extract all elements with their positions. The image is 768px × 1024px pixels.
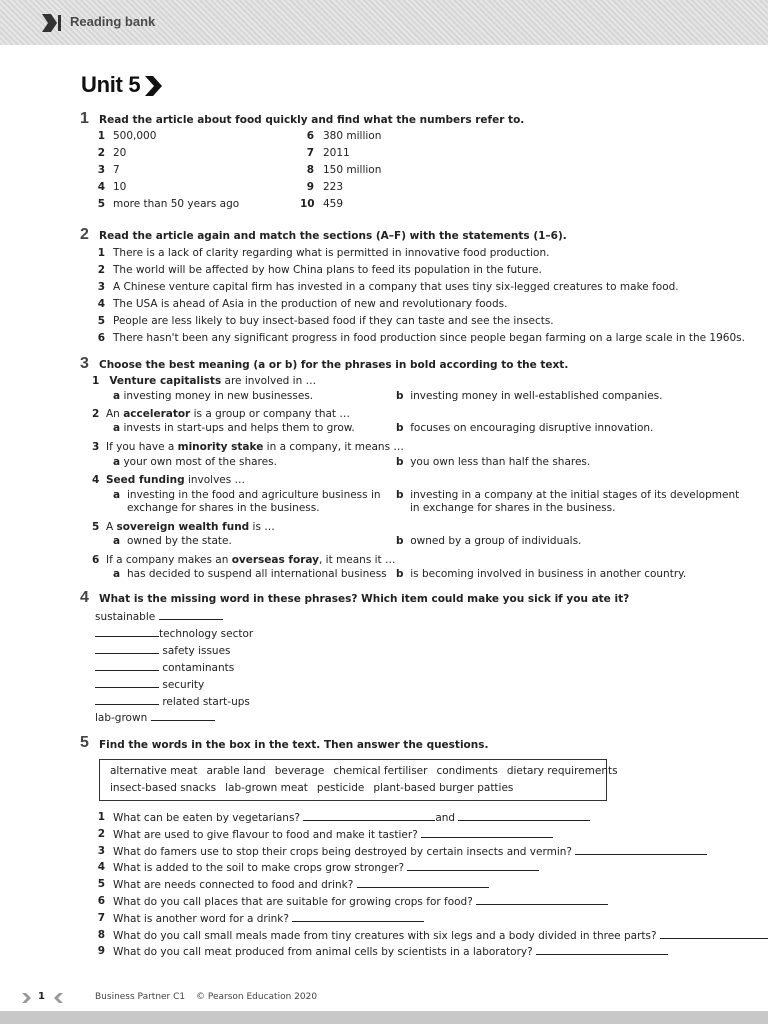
question-row [113,878,489,891]
chevron-right-icon [22,993,32,1003]
answer-blank[interactable] [303,811,435,821]
statement-text: A Chinese venture capital firm has invested in a company that uses tiny six-legged creatures to make food. [113,281,679,293]
item-number: 7 [306,147,314,159]
ex3-question-6: 6 If a company makes an overseas foray, it means it … [92,554,396,566]
ex3-question-2: 2 An accelerator is a group or company that … [92,408,350,420]
item-text: 7 [113,164,120,176]
item-number: 5 [97,315,105,327]
ex3-q5-option-a: a owned by the state. [113,535,232,547]
ex4-phrase-1: sustainable [95,610,223,623]
exercise-5-number: 5 [80,734,89,751]
exercise-1-instruction: Read the article about food quickly and find what the numbers refer to. [99,114,525,126]
question-number: 6 [97,895,105,907]
word-box-term: condiments [436,765,498,777]
question-number: 7 [97,911,105,924]
ex4-phrase-5: security [95,678,204,691]
word-box-term: beverage [274,765,325,777]
item-number: 2 [97,147,105,159]
answer-blank[interactable] [292,912,424,922]
item-number: 6 [97,332,105,344]
item-text: 20 [113,147,127,159]
ex3-q2-option-b: b focuses on encouraging disruptive innovation. [396,422,654,434]
answer-blank[interactable] [357,878,489,888]
question-row [113,895,608,908]
answer-blank[interactable] [458,811,590,821]
ex3-q1-option-b: b investing money in well-established companies. [396,390,663,402]
ex3-question-1: 1 Venture capitalists are involved in … [92,375,317,387]
answer-blank[interactable] [421,828,553,838]
item-number: 2 [97,264,105,276]
question-number: 9 [97,945,105,958]
ex4-phrase-2: technology sector [95,627,253,640]
ex3-q6-option-a: a has decided to suspend all international business [113,568,387,580]
statement-text: There hasn't been any significant progress in food production since people began farming on a large scale in the 1960s. [113,332,745,344]
exercise-3-instruction: Choose the best meaning (a or b) for the phrases in bold according to the text. [99,359,569,371]
unit-title: Unit 5 [81,72,141,97]
item-text: 2011 [323,147,350,159]
question-number: 3 [97,844,105,857]
ex4-phrase-4: contaminants [95,661,234,674]
question-number: 5 [97,878,105,891]
ex3-question-3: 3 If you have a minority stake in a company, it means … [92,441,404,453]
question-text: What do you call meat produced from animal cells by scientists in a laboratory? [113,946,533,959]
word-box-term: plant-based burger patties [373,782,514,794]
question-text: What do you call places that are suitable for growing crops for food? [113,896,473,908]
question-row [113,929,768,942]
question-row [113,861,539,874]
item-number: 4 [97,181,105,193]
word-box-term: alternative meat [110,765,198,777]
answer-blank[interactable] [536,945,668,955]
item-number: 3 [97,164,105,176]
chevron-left-icon [53,993,63,1003]
footer-band [0,1011,768,1024]
blank-line[interactable] [151,711,215,721]
question-text: What is another word for a drink? [113,912,289,925]
item-number: 1 [97,130,105,142]
blank-line[interactable] [95,627,159,637]
exercise-4-instruction: What is the missing word in these phrases? Which item could make you sick if you ate it? [99,593,630,605]
item-text: 500,000 [113,130,157,142]
blank-line[interactable] [95,644,159,654]
blank-line[interactable] [95,661,159,671]
ex4-phrase-6: related start-ups [95,695,250,708]
item-text: 223 [323,181,344,193]
item-number: 10 [300,198,315,210]
statement-text: The world will be affected by how China plans to feed its population in the future. [113,264,542,276]
ex3-q4-option-b-cont: in exchange for shares in the business. [410,502,616,514]
page-number: 1 [38,991,45,1002]
question-row [113,912,424,925]
item-number: 1 [97,247,105,259]
item-text: 380 million [323,130,382,142]
question-conjunction: and [435,812,456,824]
item-number: 4 [97,298,105,310]
question-row [113,828,553,841]
question-number: 4 [97,861,105,874]
blank-line[interactable] [95,695,159,705]
question-text: What can be eaten by vegetarians? [113,812,300,824]
question-text: What do you call small meals made from tiny creatures with six legs and a body divided in three parts? [113,929,657,942]
item-number: 6 [306,130,314,142]
question-text: What are used to give flavour to food and make it tastier? [113,828,418,841]
question-text: What are needs connected to food and drink? [113,879,354,892]
word-box [99,759,618,801]
ex3-q2-option-a: a invests in start-ups and helps them to grow. [113,422,355,434]
exercise-3-number: 3 [80,355,89,372]
item-number: 5 [97,198,105,210]
statement-text: The USA is ahead of Asia in the production of new and revolutionary foods. [113,298,508,310]
question-text: What do famers use to stop their crops being destroyed by certain insects and vermin? [113,845,572,858]
item-number: 9 [306,181,314,193]
header-title: Reading bank [70,14,156,29]
ex3-question-5: 5 A sovereign wealth fund is … [92,521,275,533]
ex3-q3-option-b: b you own less than half the shares. [396,456,591,468]
header-band [0,0,768,45]
ex3-question-4: 4 Seed funding involves … [92,474,246,486]
question-number: 8 [97,928,105,941]
footer [0,990,768,1010]
word-box-term: pesticide [316,782,365,794]
chevron-right-icon [145,76,163,96]
question-row [113,811,590,824]
answer-blank[interactable] [575,845,707,855]
word-box-term: insect-based snacks [110,782,217,794]
word-box-term: dietary requirements [506,765,618,777]
statement-text: People are less likely to buy insect-based food if they can taste and see the insects. [113,315,554,327]
copyright: © Pearson Education 2020 [196,992,318,1002]
exercise-5-instruction: Find the words in the box in the text. Then answer the questions. [99,739,489,751]
answer-blank[interactable] [660,929,768,939]
word-box-term: chemical fertiliser [333,765,428,777]
ex3-q5-option-b: b owned by a group of individuals. [396,535,582,547]
question-text: What is added to the soil to make crops grow stronger? [113,862,405,875]
exercise-2-instruction: Read the article again and match the sections (A–F) with the statements (1–6). [99,230,567,242]
answer-blank[interactable] [476,895,608,905]
question-number: 2 [97,827,105,840]
exercise-4-number: 4 [80,589,89,606]
ex3-q6-option-b: b is becoming involved in business in another country. [396,568,687,580]
ex4-phrase-3: safety issues [95,644,231,657]
chevron-right-icon [42,14,62,32]
ex4-phrase-7: lab-grown [95,711,215,724]
book-title: Business Partner C1 [95,992,186,1002]
blank-line[interactable] [159,610,223,620]
word-box-term: arable land [206,765,266,777]
ex3-q4-option-a-cont: exchange for shares in the business. [127,502,320,514]
item-number: 3 [97,281,105,293]
word-box-line-1 [110,765,627,777]
item-text: 459 [323,198,344,210]
exercise-2-number: 2 [80,226,89,243]
item-text: more than 50 years ago [113,198,240,210]
blank-line[interactable] [95,678,159,688]
item-text: 10 [113,181,127,193]
question-number: 1 [97,811,105,823]
ex3-q3-option-a: a your own most of the shares. [113,456,277,468]
word-box-line-2 [110,782,522,794]
question-row [113,945,668,958]
ex3-q1-option-a: a investing money in new businesses. [113,390,314,402]
word-box-term: lab-grown meat [225,782,308,794]
statement-text: There is a lack of clarity regarding what is permitted in innovative food production. [113,247,550,259]
question-row [113,845,707,858]
item-number: 8 [306,164,314,176]
answer-blank[interactable] [407,861,539,871]
item-text: 150 million [323,164,382,176]
ex3-q4-option-b: b investing in a company at the initial stages of its development [396,489,740,501]
ex3-q4-option-a: a investing in the food and agriculture business in [113,489,381,501]
exercise-1-number: 1 [80,110,89,127]
